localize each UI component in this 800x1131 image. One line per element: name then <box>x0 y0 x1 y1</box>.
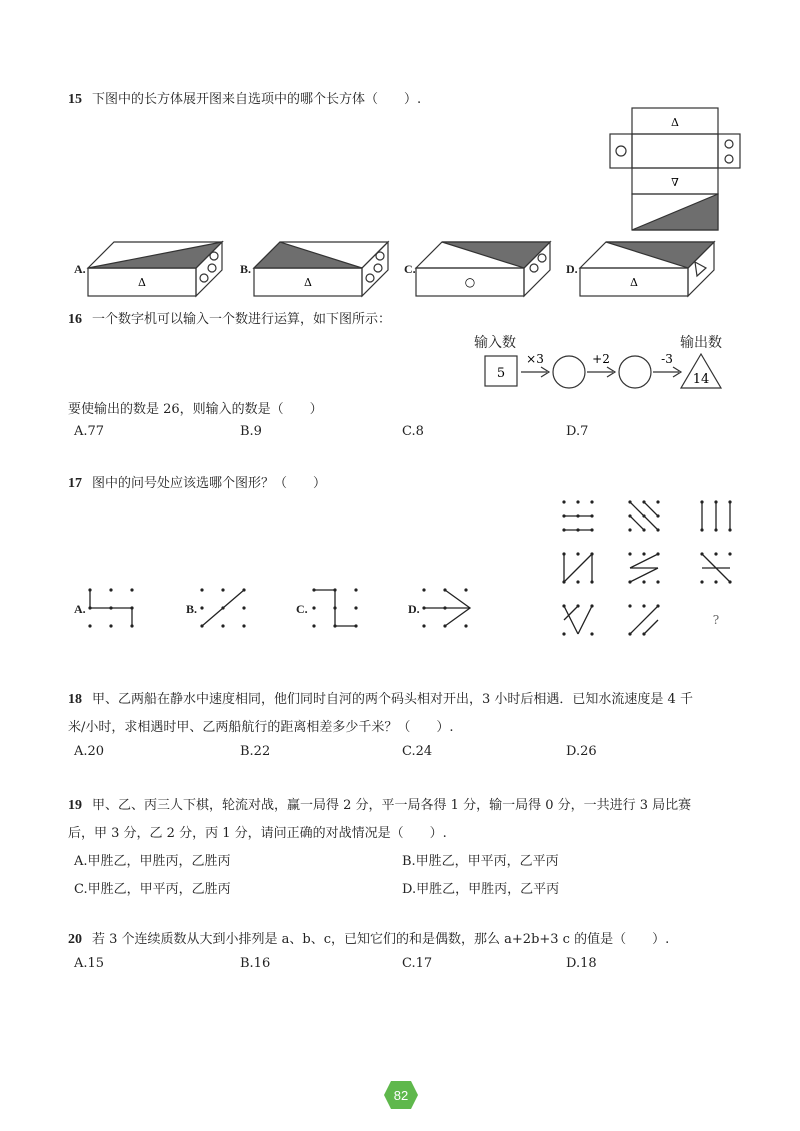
face-mark: ○ <box>464 275 476 289</box>
machine-output-label: 输出数 <box>680 335 722 351</box>
question-text: 下图中的长方体展开图来自选项中的哪个长方体（ ）. <box>92 92 422 107</box>
face-mark: Δ <box>630 276 638 289</box>
q17-option-a-label[interactable]: A. <box>74 602 86 616</box>
q17-option-c-pattern[interactable] <box>310 586 360 632</box>
q18-option-b[interactable]: B.22 <box>240 744 271 759</box>
q15-option-b-cuboid[interactable] <box>252 238 392 300</box>
q18-stem-line2: 米/小时，求相遇时甲、乙两船航行的距离相差多少千米？（ ）. <box>68 720 454 735</box>
q15-cuboid-net <box>608 108 728 233</box>
q19-option-a[interactable]: A.甲胜乙，甲胜丙，乙胜丙 <box>74 854 231 869</box>
q15-option-d-label[interactable]: D. <box>566 262 578 276</box>
q17-option-d-label[interactable]: D. <box>408 602 420 616</box>
q16-number-machine <box>483 352 743 392</box>
q16-option-a[interactable]: A.77 <box>74 424 105 439</box>
q15-option-c-label[interactable]: C. <box>404 262 416 276</box>
q19-stem-line1 <box>68 794 691 814</box>
question-number: 15 <box>68 92 82 107</box>
question-number: 18 <box>68 692 82 707</box>
q20-stem <box>68 928 669 948</box>
net-triangle-down: ∇ <box>671 176 679 189</box>
q15-stem <box>68 88 421 108</box>
q17-option-b-label[interactable]: B. <box>186 602 198 616</box>
q19-option-b[interactable]: B.甲胜乙，甲平丙，乙平丙 <box>402 854 559 869</box>
face-mark: Δ <box>138 276 146 289</box>
q17-stem <box>68 472 326 492</box>
q20-option-a[interactable]: A.15 <box>74 956 105 971</box>
machine-input-label: 输入数 <box>474 335 516 351</box>
q16-option-d[interactable]: D.7 <box>566 424 589 439</box>
machine-op1: ×3 <box>526 352 544 366</box>
q15-option-a-label[interactable]: A. <box>74 262 86 276</box>
q18-stem-line1 <box>68 688 693 708</box>
q19-option-c[interactable]: C.甲胜乙，甲平丙，乙胜丙 <box>74 882 231 897</box>
q19-option-d[interactable]: D.甲胜乙，甲胜丙，乙平丙 <box>402 882 560 897</box>
machine-input-value: 5 <box>496 366 506 381</box>
net-triangle-up: Δ <box>671 116 679 129</box>
question-text: 甲、乙两船在静水中速度相同，他们同时自河的两个码头相对开出，3 小时后相遇．已知水流速度是 4 千 <box>92 692 693 707</box>
question-number: 19 <box>68 798 82 813</box>
q17-option-d-pattern[interactable] <box>420 586 474 632</box>
q17-option-b-pattern[interactable] <box>198 586 248 632</box>
machine-output-value: 14 <box>692 372 710 387</box>
q18-option-d[interactable]: D.26 <box>566 744 597 759</box>
machine-op2: +2 <box>592 352 610 366</box>
face-mark: Δ <box>304 276 312 289</box>
question-mark-cell: ? <box>712 613 720 627</box>
q15-option-d-cuboid[interactable] <box>578 238 718 300</box>
q18-option-a[interactable]: A.20 <box>74 744 105 759</box>
question-text: 图中的问号处应该选哪个图形？（ ） <box>92 476 327 491</box>
q15-option-b-label[interactable]: B. <box>240 262 252 276</box>
q20-option-b[interactable]: B.16 <box>240 956 271 971</box>
q20-option-c[interactable]: C.17 <box>402 956 433 971</box>
machine-op3: -3 <box>661 352 673 366</box>
q17-option-a-pattern[interactable] <box>86 586 136 632</box>
q15-option-a-cuboid[interactable] <box>86 238 226 300</box>
q16-stem-2: 要使输出的数是 26，则输入的数是（ ） <box>68 402 323 417</box>
q16-stem <box>68 308 391 328</box>
q15-option-c-cuboid[interactable] <box>414 238 554 300</box>
question-text: 一个数字机可以输入一个数进行运算，如下图所示： <box>92 312 392 327</box>
q16-option-c[interactable]: C.8 <box>402 424 424 439</box>
question-text: 甲、乙、丙三人下棋，轮流对战，赢一局得 2 分，平一局各得 1 分，输一局得 0 分，一共进行 3 局比赛 <box>92 798 692 813</box>
q17-pattern-matrix <box>558 498 758 638</box>
question-text: 若 3 个连续质数从大到小排列是 a、b、c，已知它们的和是偶数，那么 a+2b+3 c 的值是（ ）. <box>92 932 670 947</box>
question-number: 16 <box>68 312 82 327</box>
q20-option-d[interactable]: D.18 <box>566 956 597 971</box>
q18-option-c[interactable]: C.24 <box>402 744 433 759</box>
page-number-badge <box>383 1080 419 1110</box>
question-number: 20 <box>68 932 82 947</box>
q16-option-b[interactable]: B.9 <box>240 424 262 439</box>
question-number: 17 <box>68 476 82 491</box>
q17-option-c-label[interactable]: C. <box>296 602 308 616</box>
q19-stem-line2: 后，甲 3 分，乙 2 分，丙 1 分，请问正确的对战情况是（ ）. <box>68 826 447 841</box>
page-number: 82 <box>393 1088 409 1103</box>
